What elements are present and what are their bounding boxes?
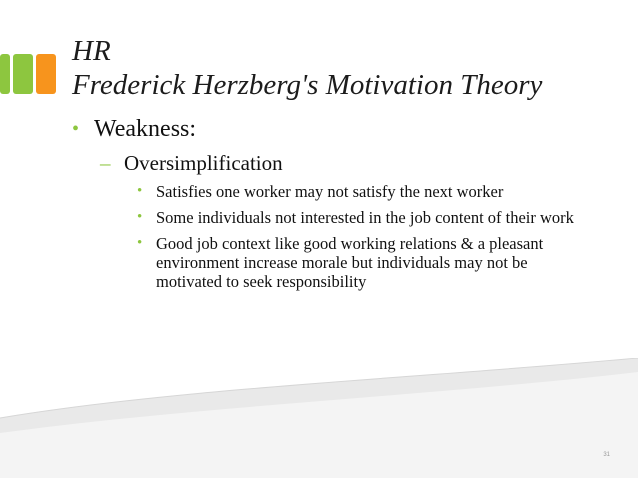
slide-title-line1: HR	[72, 35, 111, 67]
page-number: 31	[603, 452, 610, 458]
bullet-level3-text: Some individuals not interested in the job content of their work	[156, 208, 574, 227]
accent-bar-small-green	[0, 54, 10, 94]
bullet-level3-item	[130, 208, 576, 227]
bullet-dot-icon: •	[137, 209, 143, 225]
bullet-dot-icon: •	[137, 183, 143, 199]
bullet-level3-text: Satisfies one worker may not satisfy the next worker	[156, 182, 504, 201]
bullet-level3-text: Good job context like good working relations & a pleasant environment increase morale but individuals may not be motivated to seek responsibility	[156, 234, 544, 291]
slide-body	[72, 114, 572, 298]
slide-title-line2: Frederick Herzberg's Motivation Theory	[72, 69, 543, 101]
bullet-level3-item	[130, 234, 576, 291]
bullet-dash-icon: –	[100, 151, 111, 175]
slide-title	[72, 34, 632, 102]
bullet-level1-text: Weakness:	[94, 116, 197, 142]
accent-bar-orange	[36, 54, 56, 94]
bullet-level2-text: Oversimplification	[124, 151, 283, 175]
bullet-dot-icon: •	[137, 235, 143, 251]
accent-bars-decoration	[0, 54, 60, 94]
bullet-level2	[100, 150, 572, 176]
accent-bar-green	[13, 54, 33, 94]
bullet-level1	[72, 114, 572, 144]
bullet-dot-icon: •	[72, 118, 80, 140]
bullet-level3-item	[130, 182, 576, 201]
bullet-level3-list	[130, 182, 572, 291]
footer-swoosh-decoration	[0, 358, 638, 478]
